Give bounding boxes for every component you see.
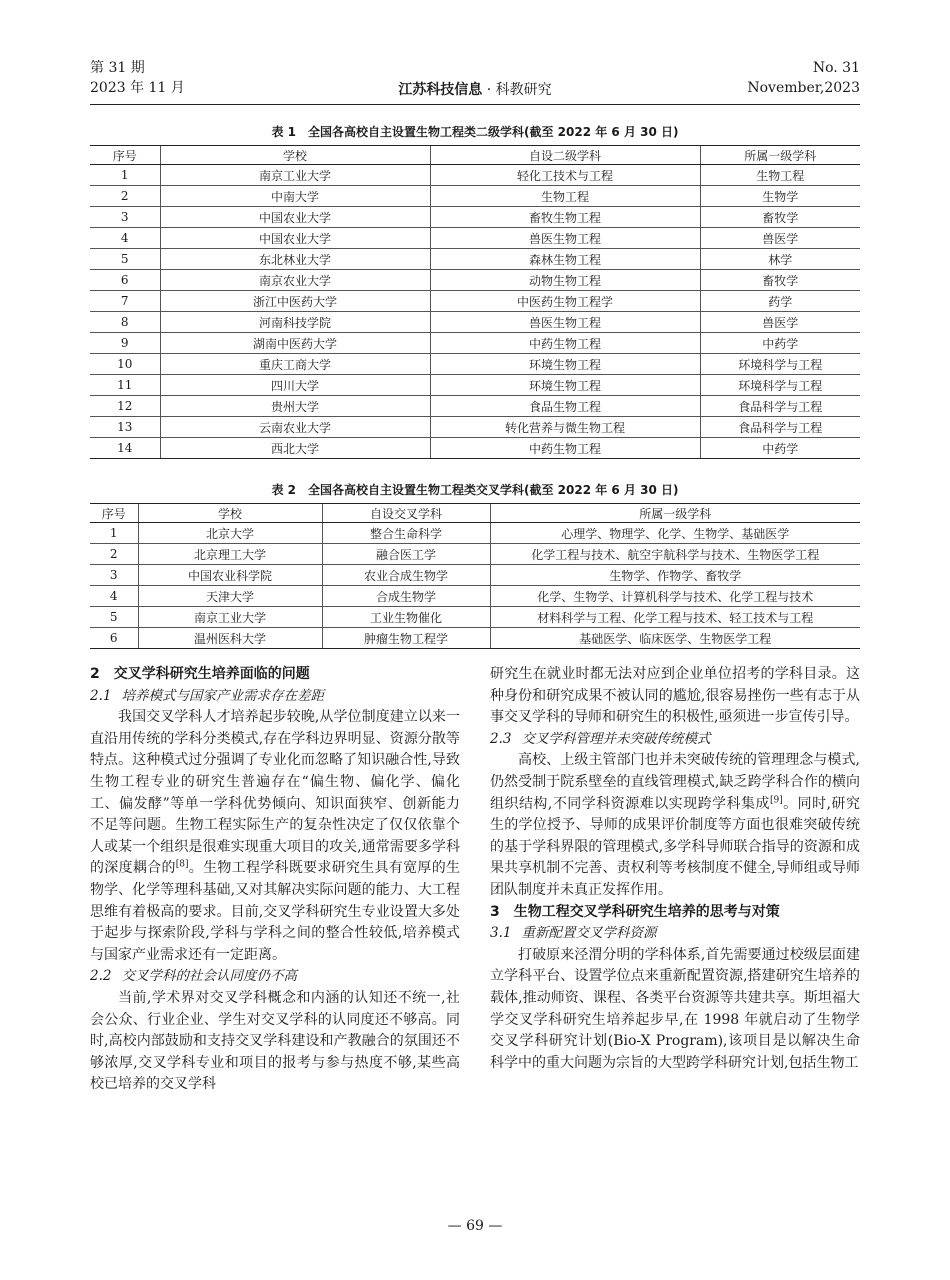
table-cell: 中药学 xyxy=(700,438,860,459)
table-cell: 8 xyxy=(90,312,160,333)
table-cell: 中国农业科学院 xyxy=(138,565,322,586)
section-2-3-paragraph: 高校、上级主管部门也并未突破传统的管理理念与模式,仍然受制于院系壁垒的直线管理模式,缺乏跨学科合作的横向组织结构,不同学科资源难以实现跨学科集成[9]。同时,研究生的学位授予、导师的成果评价制度等方面也很难突破传统的基于学科界限的管理模式,多学科导师联合指导的资源和成果共享机制不完善、责权利等考核制度不健全,导师组或导师团队制度并未真正发挥作用。 xyxy=(490,752,861,898)
table-cell: 中医药生物工程学 xyxy=(430,291,700,312)
section-name: · 科教研究 xyxy=(486,82,552,98)
table-row xyxy=(90,270,860,291)
table-row xyxy=(90,544,860,565)
table-cell: 1 xyxy=(90,523,138,544)
table-cell: 浙江中医药大学 xyxy=(160,291,430,312)
column-header: 学校 xyxy=(138,504,322,523)
table-cell: 云南农业大学 xyxy=(160,417,430,438)
citation-8: [8] xyxy=(175,859,189,870)
table-cell: 林学 xyxy=(700,249,860,270)
table-cell: 东北林业大学 xyxy=(160,249,430,270)
table-cell: 5 xyxy=(90,607,138,628)
table-cell: 13 xyxy=(90,417,160,438)
section-2-2-heading: 2.2 交叉学科的社会认同度仍不高 xyxy=(90,968,297,985)
table-row xyxy=(90,312,860,333)
table-cell: 化学、生物学、计算机科学与技术、化学工程与技术 xyxy=(490,586,860,607)
table2 xyxy=(90,503,860,649)
table-cell: 北京大学 xyxy=(138,523,322,544)
table-cell: 南京农业大学 xyxy=(160,270,430,291)
table-row xyxy=(90,523,860,544)
table-row xyxy=(90,186,860,207)
table-row xyxy=(90,586,860,607)
header-center xyxy=(90,80,860,100)
table-cell: 生物工程 xyxy=(430,186,700,207)
section-2-1-heading: 2.1 培养模式与国家产业需求存在差距 xyxy=(90,687,324,704)
table-row xyxy=(90,607,860,628)
table-cell: 轻化工技术与工程 xyxy=(430,165,700,186)
column-header: 序号 xyxy=(90,146,160,165)
table-cell: 畜牧生物工程 xyxy=(430,207,700,228)
table1-caption: 表 1 全国各高校自主设置生物工程类二级学科(截至 2022 年 6 月 30 日) xyxy=(271,125,679,139)
column-header: 所属一级学科 xyxy=(700,146,860,165)
column-header: 所属一级学科 xyxy=(490,504,860,523)
section-2-2-paragraph-continued: 研究生在就业时都无法对应到企业单位招考的学科目录。这种身份和研究成果不被认同的尴尬,很容易挫伤一些有志于从事交叉学科的导师和研究生的积极性,亟须进一步宣传引导。 xyxy=(490,666,860,726)
citation-9: [9] xyxy=(769,794,783,805)
table-cell: 生物学、作物学、畜牧学 xyxy=(490,565,860,586)
section-3-heading: 3 生物工程交叉学科研究生培养的思考与对策 xyxy=(490,903,780,920)
table-cell: 畜牧学 xyxy=(700,207,860,228)
table-cell: 5 xyxy=(90,249,160,270)
table-row xyxy=(90,417,860,438)
table-cell: 南京工业大学 xyxy=(160,165,430,186)
section-3-1-paragraph: 打破原来泾渭分明的学科体系,首先需要通过校级层面建立学科平台、设置学位点来重新配置资源,搭建研究生培养的载体,推动师资、课程、各类平台资源等共建共享。斯坦福大学交叉学科研究生培养起步早,在 1998 年就启动了生物学交叉学科研究计划(Bio-X Program),该项目是以解决生命科学中的重大问题为宗旨的大型跨学科研究计划,包括生物工 xyxy=(490,946,860,1071)
table-cell: 食品科学与工程 xyxy=(700,417,860,438)
table-cell: 中药生物工程 xyxy=(430,333,700,354)
table-cell: 中国农业大学 xyxy=(160,228,430,249)
table-cell: 农业合成生物学 xyxy=(322,565,490,586)
table-cell: 北京理工大学 xyxy=(138,544,322,565)
table-cell: 食品科学与工程 xyxy=(700,396,860,417)
table-cell: 2 xyxy=(90,544,138,565)
table-cell: 融合医工学 xyxy=(322,544,490,565)
table-cell: 畜牧学 xyxy=(700,270,860,291)
left-column xyxy=(90,664,460,1096)
table-cell: 10 xyxy=(90,354,160,375)
table-cell: 环境科学与工程 xyxy=(700,354,860,375)
table-cell: 环境生物工程 xyxy=(430,375,700,396)
right-column xyxy=(490,664,860,1074)
table-row xyxy=(90,165,860,186)
table-row xyxy=(90,375,860,396)
section-2-3-heading: 2.3 交叉学科管理并未突破传统模式 xyxy=(490,730,711,747)
table-cell: 4 xyxy=(90,586,138,607)
table-cell: 4 xyxy=(90,228,160,249)
table-cell: 四川大学 xyxy=(160,375,430,396)
issue-number-en: No. 31 xyxy=(812,60,860,76)
section-2-heading: 2 交叉学科研究生培养面临的问题 xyxy=(90,666,310,682)
column-header: 自设交叉学科 xyxy=(322,504,490,523)
issue-number: 第 31 期 xyxy=(90,60,145,76)
table-cell: 6 xyxy=(90,628,138,649)
column-header: 序号 xyxy=(90,504,138,523)
table-row xyxy=(90,228,860,249)
table-cell: 基础医学、临床医学、生物医学工程 xyxy=(490,628,860,649)
table-cell: 温州医科大学 xyxy=(138,628,322,649)
table-cell: 中南大学 xyxy=(160,186,430,207)
table-cell: 9 xyxy=(90,333,160,354)
table-cell: 兽医生物工程 xyxy=(430,312,700,333)
table-cell: 化学工程与技术、航空宇航科学与技术、生物医学工程 xyxy=(490,544,860,565)
table-cell: 中药学 xyxy=(700,333,860,354)
table-row xyxy=(90,565,860,586)
table-cell: 材料科学与工程、化学工程与技术、轻工技术与工程 xyxy=(490,607,860,628)
table-cell: 药学 xyxy=(700,291,860,312)
table-row xyxy=(90,333,860,354)
issue-date-en: November,2023 xyxy=(747,80,860,96)
table-cell: 兽医学 xyxy=(700,228,860,249)
table-row xyxy=(90,207,860,228)
table-cell: 森林生物工程 xyxy=(430,249,700,270)
table-row xyxy=(90,291,860,312)
table-cell: 兽医学 xyxy=(700,312,860,333)
table-cell: 动物生物工程 xyxy=(430,270,700,291)
header-right xyxy=(747,58,860,98)
table-row xyxy=(90,396,860,417)
table-row xyxy=(90,438,860,459)
column-header: 学校 xyxy=(160,146,430,165)
table-row xyxy=(90,354,860,375)
table-cell: 中药生物工程 xyxy=(430,438,700,459)
table-cell: 中国农业大学 xyxy=(160,207,430,228)
table-cell: 生物学 xyxy=(700,186,860,207)
table-cell: 重庆工商大学 xyxy=(160,354,430,375)
table-cell: 环境科学与工程 xyxy=(700,375,860,396)
table-cell: 西北大学 xyxy=(160,438,430,459)
table-cell: 整合生命科学 xyxy=(322,523,490,544)
issue-date-cn: 2023 年 11 月 xyxy=(90,80,185,96)
page-number: — 69 — xyxy=(447,1218,503,1234)
table-cell: 转化营养与微生物工程 xyxy=(430,417,700,438)
table-cell: 贵州大学 xyxy=(160,396,430,417)
page-header xyxy=(90,58,860,105)
table-cell: 1 xyxy=(90,165,160,186)
table-cell: 14 xyxy=(90,438,160,459)
table-cell: 南京工业大学 xyxy=(138,607,322,628)
table-cell: 河南科技学院 xyxy=(160,312,430,333)
table-cell: 兽医生物工程 xyxy=(430,228,700,249)
section-3-1-heading: 3.1 重新配置交叉学科资源 xyxy=(490,925,657,942)
table-cell: 3 xyxy=(90,207,160,228)
table-cell: 生物工程 xyxy=(700,165,860,186)
table-cell: 肿瘤生物工程学 xyxy=(322,628,490,649)
table-cell: 湖南中医药大学 xyxy=(160,333,430,354)
table2-caption: 表 2 全国各高校自主设置生物工程类交叉学科(截至 2022 年 6 月 30 日) xyxy=(271,483,679,497)
table-row xyxy=(90,249,860,270)
table-cell: 6 xyxy=(90,270,160,291)
table-cell: 7 xyxy=(90,291,160,312)
table-cell: 工业生物催化 xyxy=(322,607,490,628)
table-cell: 心理学、物理学、化学、生物学、基础医学 xyxy=(490,523,860,544)
table-cell: 2 xyxy=(90,186,160,207)
table-cell: 11 xyxy=(90,375,160,396)
journal-name: 江苏科技信息 xyxy=(398,82,483,98)
table-row xyxy=(90,628,860,649)
column-header: 自设二级学科 xyxy=(430,146,700,165)
section-2-2-paragraph: 当前,学术界对交叉学科概念和内涵的认知还不统一,社会公众、行业企业、学生对交叉学科的认同度还不够高。同时,高校内部鼓励和支持交叉学科建设和产教融合的氛围还不够浓厚,交叉学科专业和项目的报考与参与热度不够,某些高校已培养的交叉学科 xyxy=(90,989,460,1093)
section-2-1-paragraph: 我国交叉学科人才培养起步较晚,从学位制度建立以来一直沿用传统的学科分类模式,存在学科边界明显、资源分散等特点。这种模式过分强调了专业化而忽略了知识融合性,导致生物工程专业的研究生普遍存在“偏生物、偏化学、偏化工、偏发酵”等单一学科优势倾向、知识面狭窄、创新能力不足等问题。生物工程实际生产的复杂性决定了仅仅依靠个人或某一个组织是很难实现重大项目的攻关,通常需要多学科的深度耦合的[8]。生物工程学科既要求研究生具有宽厚的生物学、化学等理科基础,又对其解决实际问题的能力、大工程思维有着极高的要求。目前,交叉学科研究生专业设置大多处于起步与探索阶段,学科与学科之间的整合性较低,培养模式与国家产业需求还有一定距离。 xyxy=(90,709,461,963)
table-cell: 3 xyxy=(90,565,138,586)
table-cell: 合成生物学 xyxy=(322,586,490,607)
table-cell: 12 xyxy=(90,396,160,417)
table-cell: 环境生物工程 xyxy=(430,354,700,375)
table1 xyxy=(90,145,860,459)
table-cell: 食品生物工程 xyxy=(430,396,700,417)
table-cell: 天津大学 xyxy=(138,586,322,607)
